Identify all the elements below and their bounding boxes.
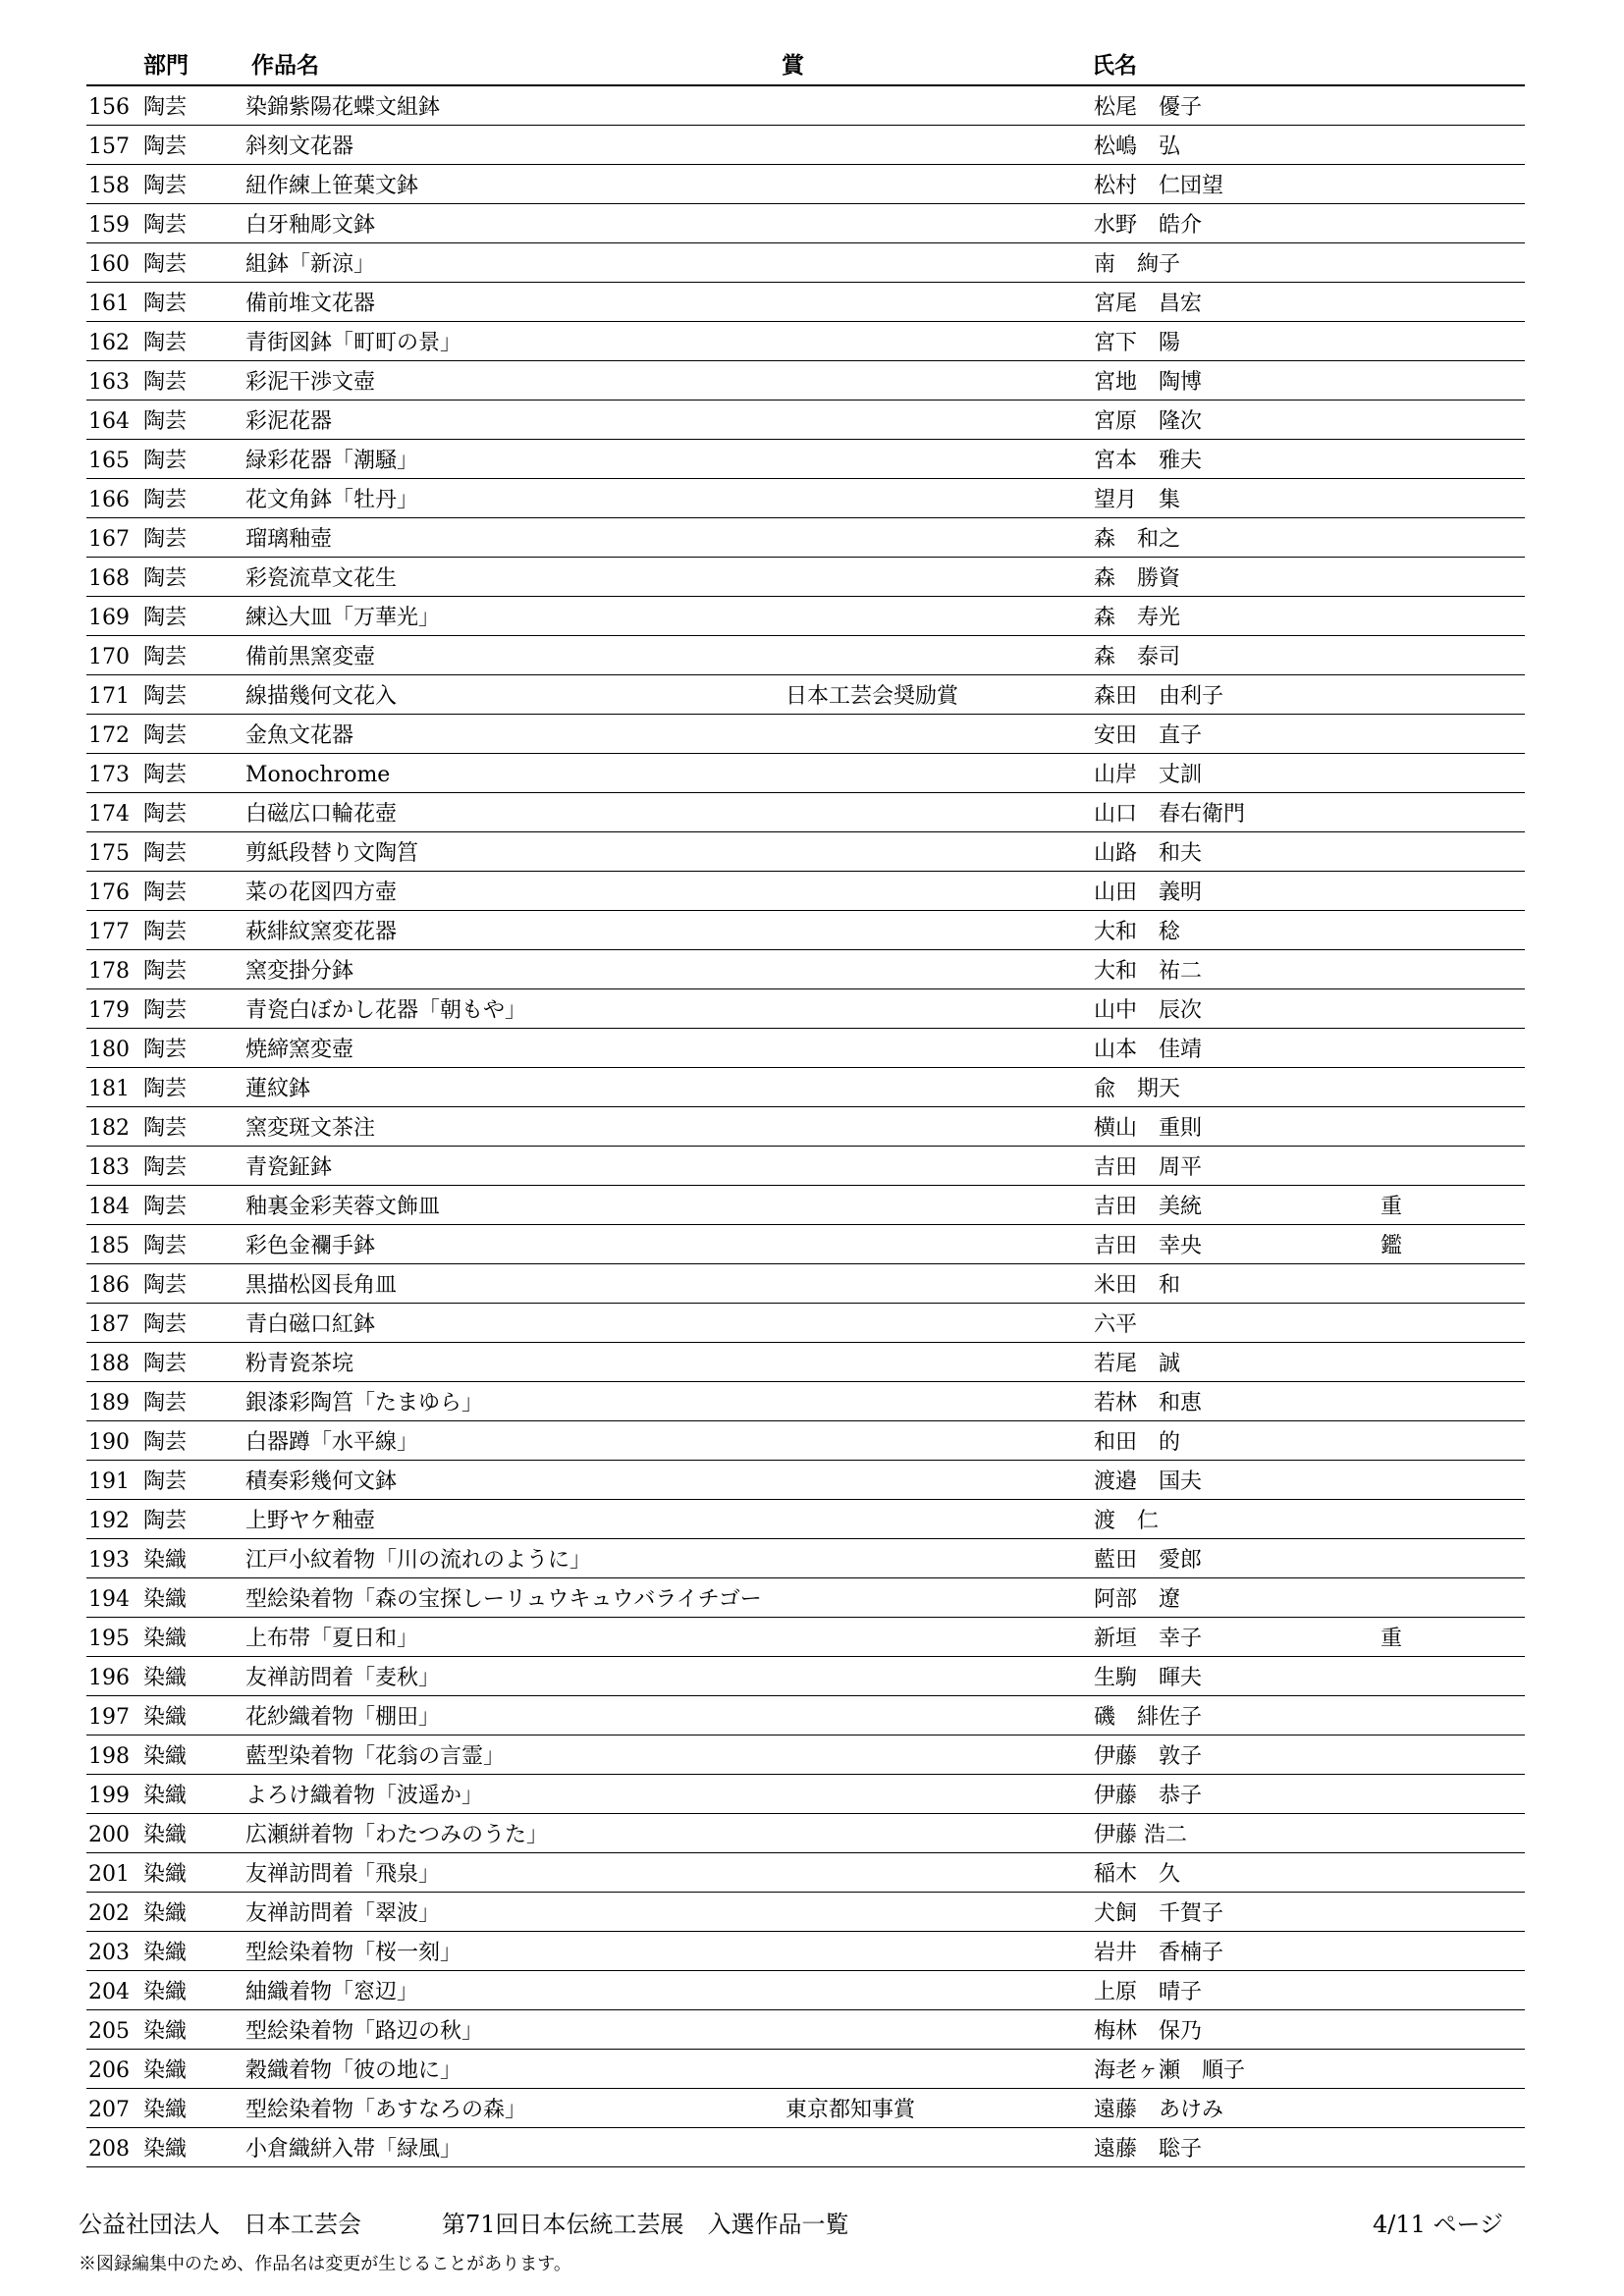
entry-title: 黒描松図長角皿 [245, 1273, 398, 1298]
entry-artist-name: 宮原 隆次 [1094, 409, 1203, 434]
entry-department: 陶芸 [143, 802, 188, 827]
entry-number: 195 [88, 1627, 130, 1651]
entry-department: 陶芸 [143, 684, 188, 709]
table-row [0, 1461, 1624, 1500]
entry-artist-name: 松尾 優子 [1094, 95, 1203, 120]
entry-artist-name: 藍田 愛郎 [1094, 1548, 1203, 1573]
entry-mark: 重 [1380, 1627, 1403, 1651]
entry-artist-name: 岩井 香楠子 [1094, 1941, 1224, 1965]
entry-title: 上野ヤケ釉壺 [245, 1509, 376, 1533]
entry-department: 陶芸 [143, 606, 188, 630]
entry-artist-name: 磯 緋佐子 [1094, 1705, 1203, 1730]
entry-artist-name: 梅林 保乃 [1094, 2019, 1203, 2044]
entry-artist-name: 山路 和夫 [1094, 841, 1203, 866]
entry-title: 型絵染着物「あすなろの森」 [245, 2098, 527, 2122]
entry-artist-name: 新垣 幸子 [1094, 1627, 1203, 1651]
entry-artist-name: 大和 祐二 [1094, 959, 1203, 984]
table-row [0, 361, 1624, 400]
table-row [0, 518, 1624, 558]
entry-department: 陶芸 [143, 959, 188, 984]
table-row [0, 1225, 1624, 1264]
entry-number: 202 [88, 1901, 130, 1926]
table-row [0, 1068, 1624, 1107]
entry-title: 友禅訪問着「飛泉」 [245, 1862, 441, 1887]
entry-department: 陶芸 [143, 213, 188, 238]
entry-department: 陶芸 [143, 920, 188, 944]
entry-title: 備前黒窯変壺 [245, 645, 376, 669]
entry-title: 積奏彩幾何文鉢 [245, 1469, 398, 1494]
entry-number: 205 [88, 2019, 130, 2044]
entry-department: 陶芸 [143, 998, 188, 1023]
entry-title: 白牙釉彫文鉢 [245, 213, 376, 238]
entry-department: 陶芸 [143, 331, 188, 355]
entry-number: 188 [88, 1352, 130, 1376]
entry-number: 207 [88, 2098, 130, 2122]
entry-department: 陶芸 [143, 95, 188, 120]
entry-title: 斜刻文花器 [245, 134, 354, 159]
entry-artist-name: 若林 和恵 [1094, 1391, 1203, 1415]
entry-number: 197 [88, 1705, 130, 1730]
table-row [0, 989, 1624, 1029]
entry-department: 陶芸 [143, 841, 188, 866]
entry-department: 陶芸 [143, 1469, 188, 1494]
entry-artist-name: 吉田 美統 [1094, 1195, 1203, 1219]
entry-title: 金魚文花器 [245, 723, 354, 748]
entry-title: 緑彩花器「潮騒」 [245, 449, 419, 473]
entry-number: 170 [88, 645, 130, 669]
entry-number: 156 [88, 95, 130, 120]
entry-number: 186 [88, 1273, 130, 1298]
entry-title: Monochrome [245, 763, 391, 787]
entry-title: よろけ織着物「波遥か」 [245, 1784, 484, 1808]
entry-number: 196 [88, 1666, 130, 1690]
table-row [0, 1618, 1624, 1657]
entry-artist-name: 若尾 誠 [1094, 1352, 1181, 1376]
entry-artist-name: 望月 集 [1094, 488, 1181, 512]
entry-department: 陶芸 [143, 409, 188, 434]
entry-artist-name: 海老ヶ瀬 順子 [1094, 2058, 1246, 2083]
table-row [0, 1421, 1624, 1461]
entry-number: 172 [88, 723, 130, 748]
entry-artist-name: 森 泰司 [1094, 645, 1181, 669]
entry-title: 藍型染着物「花翁の言霊」 [245, 1744, 506, 1769]
entry-artist-name: 宮尾 昌宏 [1094, 292, 1203, 316]
entry-department: 陶芸 [143, 1077, 188, 1101]
entry-title: 彩泥干渉文壺 [245, 370, 376, 395]
entry-artist-name: 遠藤 聡子 [1094, 2137, 1203, 2162]
entry-number: 161 [88, 292, 130, 316]
entry-artist-name: 大和 稔 [1094, 920, 1181, 944]
entry-title: 白器蹲「水平線」 [245, 1430, 419, 1455]
entry-department: 陶芸 [143, 174, 188, 198]
entry-department: 陶芸 [143, 1509, 188, 1533]
entry-number: 194 [88, 1587, 130, 1612]
entry-title: 備前堆文花器 [245, 292, 376, 316]
table-row [0, 793, 1624, 832]
entry-department: 陶芸 [143, 1391, 188, 1415]
footer-note: ※図録編集中のため、作品名は変更が生じることがあります。 [79, 2254, 571, 2274]
entry-number: 181 [88, 1077, 130, 1101]
entry-department: 染織 [143, 1744, 188, 1769]
entry-title: 青街図鉢「町町の景」 [245, 331, 462, 355]
entry-number: 178 [88, 959, 130, 984]
entry-title: 菜の花図四方壺 [245, 881, 398, 905]
entry-department: 陶芸 [143, 723, 188, 748]
entry-number: 167 [88, 527, 130, 552]
entry-number: 179 [88, 998, 130, 1023]
table-row [0, 1107, 1624, 1147]
entry-number: 206 [88, 2058, 130, 2083]
entry-artist-name: 上原 晴子 [1094, 1980, 1203, 2004]
entry-department: 染織 [143, 1548, 188, 1573]
entry-artist-name: 宮本 雅夫 [1094, 449, 1203, 473]
entry-number: 169 [88, 606, 130, 630]
entry-artist-name: 米田 和 [1094, 1273, 1181, 1298]
entry-number: 176 [88, 881, 130, 905]
table-row [0, 558, 1624, 597]
entry-title: 窯変掛分鉢 [245, 959, 354, 984]
table-row [0, 1264, 1624, 1304]
entry-number: 193 [88, 1548, 130, 1573]
entry-mark: 鑑 [1380, 1234, 1403, 1258]
entry-number: 162 [88, 331, 130, 355]
entry-artist-name: 水野 皓介 [1094, 213, 1203, 238]
entry-artist-name: 宮地 陶博 [1094, 370, 1203, 395]
entry-department: 染織 [143, 1784, 188, 1808]
table-row [0, 1657, 1624, 1696]
table-row [0, 165, 1624, 204]
entry-number: 168 [88, 566, 130, 591]
entry-artist-name: 森 和之 [1094, 527, 1181, 552]
footer [79, 2205, 1551, 2240]
entry-title: 型絵染着物「森の宝探しーリュウキュウバライチゴー [245, 1587, 762, 1612]
entry-number: 173 [88, 763, 130, 787]
table-row [0, 1893, 1624, 1932]
entry-department: 陶芸 [143, 527, 188, 552]
entry-title: 彩瓷流草文花生 [245, 566, 398, 591]
table-row [0, 1971, 1624, 2010]
entry-number: 177 [88, 920, 130, 944]
table-row [0, 1500, 1624, 1539]
table-row [0, 400, 1624, 440]
table-header [0, 43, 1624, 79]
entry-artist-name: 山口 春右衛門 [1094, 802, 1246, 827]
header-award: 賞 [782, 52, 804, 79]
table-row [0, 1578, 1624, 1618]
entry-department: 染織 [143, 2058, 188, 2083]
entry-title: 花紗織着物「棚田」 [245, 1705, 441, 1730]
entry-title: 蓮紋鉢 [245, 1077, 311, 1101]
entry-title: 線描幾何文花入 [245, 684, 398, 709]
entry-title: 染錦紫陽花蝶文組鉢 [245, 95, 441, 120]
header-name: 氏名 [1092, 52, 1137, 79]
entry-number: 157 [88, 134, 130, 159]
entry-title: 江戸小紋着物「川の流れのように」 [245, 1548, 592, 1573]
entry-title: 粉青瓷茶垸 [245, 1352, 354, 1376]
table-row [0, 204, 1624, 243]
entry-artist-name: 生駒 暉夫 [1094, 1666, 1203, 1690]
table-row [0, 440, 1624, 479]
table-row [0, 86, 1624, 126]
entry-department: 染織 [143, 1901, 188, 1926]
table-row [0, 1853, 1624, 1893]
entry-artist-name: 六平 [1094, 1312, 1138, 1337]
table-row [0, 243, 1624, 283]
entry-title: 型絵染着物「路辺の秋」 [245, 2019, 484, 2044]
entry-title: 窯変斑文茶注 [245, 1116, 376, 1141]
table-row [0, 2089, 1624, 2128]
header-title: 作品名 [251, 52, 319, 79]
entry-department: 陶芸 [143, 1273, 188, 1298]
entry-department: 染織 [143, 1941, 188, 1965]
entry-number: 183 [88, 1155, 130, 1180]
entry-department: 染織 [143, 2137, 188, 2162]
entry-number: 204 [88, 1980, 130, 2004]
entry-department: 染織 [143, 1823, 188, 1847]
table-row [0, 832, 1624, 872]
entry-department: 染織 [143, 1705, 188, 1730]
table-row [0, 1304, 1624, 1343]
entry-number: 163 [88, 370, 130, 395]
entry-artist-name: 松村 仁団望 [1094, 174, 1224, 198]
entry-department: 陶芸 [143, 1430, 188, 1455]
entry-title: 小倉織絣入帯「緑風」 [245, 2137, 462, 2162]
table-row [0, 2010, 1624, 2050]
entry-number: 160 [88, 252, 130, 277]
entry-number: 189 [88, 1391, 130, 1415]
entry-department: 染織 [143, 2098, 188, 2122]
header-dept: 部門 [143, 52, 189, 79]
entry-number: 208 [88, 2137, 130, 2162]
entry-department: 陶芸 [143, 645, 188, 669]
entry-artist-name: 吉田 幸央 [1094, 1234, 1203, 1258]
entry-department: 陶芸 [143, 566, 188, 591]
entry-number: 198 [88, 1744, 130, 1769]
entry-department: 染織 [143, 1587, 188, 1612]
entry-title: 花文角鉢「牡丹」 [245, 488, 419, 512]
entry-number: 185 [88, 1234, 130, 1258]
entry-artist-name: 伊藤 浩二 [1094, 1823, 1187, 1847]
table-row [0, 872, 1624, 911]
table-row [0, 1186, 1624, 1225]
entry-artist-name: 伊藤 敦子 [1094, 1744, 1203, 1769]
entry-number: 159 [88, 213, 130, 238]
entry-title: 釉裏金彩芙蓉文飾皿 [245, 1195, 441, 1219]
entry-title: 青瓷白ぼかし花器「朝もや」 [245, 998, 527, 1023]
table-row [0, 1029, 1624, 1068]
entry-number: 165 [88, 449, 130, 473]
table-row [0, 675, 1624, 715]
entry-number: 182 [88, 1116, 130, 1141]
footer-exhibition: 第71回日本伝統工芸展 入選作品一覧 [442, 2211, 849, 2238]
entry-artist-name: 和田 的 [1094, 1430, 1181, 1455]
entry-artist-name: 南 絢子 [1094, 252, 1181, 277]
table-row [0, 1343, 1624, 1382]
entry-department: 陶芸 [143, 881, 188, 905]
entry-department: 陶芸 [143, 1195, 188, 1219]
entry-artist-name: 兪 期天 [1094, 1077, 1181, 1101]
entries-table [0, 86, 1624, 2167]
entry-title: 銀漆彩陶筥「たまゆら」 [245, 1391, 484, 1415]
entry-number: 171 [88, 684, 130, 709]
table-row [0, 597, 1624, 636]
entry-number: 187 [88, 1312, 130, 1337]
entry-number: 201 [88, 1862, 130, 1887]
entry-department: 陶芸 [143, 134, 188, 159]
entry-number: 175 [88, 841, 130, 866]
table-row [0, 1775, 1624, 1814]
entry-number: 191 [88, 1469, 130, 1494]
entry-artist-name: 宮下 陽 [1094, 331, 1181, 355]
entry-artist-name: 山岸 丈訓 [1094, 763, 1203, 787]
entry-artist-name: 森 勝資 [1094, 566, 1181, 591]
entry-artist-name: 伊藤 恭子 [1094, 1784, 1203, 1808]
entry-number: 164 [88, 409, 130, 434]
entry-department: 染織 [143, 1627, 188, 1651]
table-row [0, 1814, 1624, 1853]
entry-title: 瑠璃釉壺 [245, 527, 333, 552]
entry-number: 174 [88, 802, 130, 827]
entry-department: 陶芸 [143, 449, 188, 473]
table-row [0, 283, 1624, 322]
entry-title: 白磁広口輪花壺 [245, 802, 398, 827]
entry-artist-name: 渡 仁 [1094, 1509, 1160, 1533]
table-row [0, 2050, 1624, 2089]
entry-artist-name: 阿部 遼 [1094, 1587, 1181, 1612]
entry-title: 萩緋紋窯変花器 [245, 920, 398, 944]
entry-department: 陶芸 [143, 763, 188, 787]
entry-department: 陶芸 [143, 370, 188, 395]
entry-department: 陶芸 [143, 1312, 188, 1337]
entry-number: 166 [88, 488, 130, 512]
entry-department: 染織 [143, 1980, 188, 2004]
entry-title: 彩色金襴手鉢 [245, 1234, 376, 1258]
table-row [0, 1696, 1624, 1735]
footer-page: 4/11 ページ [1373, 2211, 1504, 2238]
entry-department: 陶芸 [143, 1155, 188, 1180]
entry-title: 組鉢「新涼」 [245, 252, 376, 277]
table-row [0, 950, 1624, 989]
table-row [0, 126, 1624, 165]
entry-artist-name: 松嶋 弘 [1094, 134, 1181, 159]
entry-title: 型絵染着物「桜一刻」 [245, 1941, 462, 1965]
table-row [0, 636, 1624, 675]
entry-title: 青白磁口紅鉢 [245, 1312, 376, 1337]
table-row [0, 322, 1624, 361]
entry-department: 陶芸 [143, 292, 188, 316]
entry-title: 紐作練上笹葉文鉢 [245, 174, 419, 198]
table-row [0, 715, 1624, 754]
entry-artist-name: 山田 義明 [1094, 881, 1203, 905]
entry-title: 剪紙段替り文陶筥 [245, 841, 419, 866]
entry-number: 190 [88, 1430, 130, 1455]
entry-artist-name: 遠藤 あけみ [1094, 2098, 1224, 2122]
entry-artist-name: 稲木 久 [1094, 1862, 1181, 1887]
entry-department: 染織 [143, 2019, 188, 2044]
entry-title: 紬織着物「窓辺」 [245, 1980, 419, 2004]
entry-department: 陶芸 [143, 488, 188, 512]
entry-artist-name: 森 寿光 [1094, 606, 1181, 630]
entry-department: 染織 [143, 1862, 188, 1887]
entry-artist-name: 横山 重則 [1094, 1116, 1203, 1141]
entry-artist-name: 森田 由利子 [1094, 684, 1224, 709]
entry-number: 180 [88, 1038, 130, 1062]
entry-title: 広瀬絣着物「わたつみのうた」 [245, 1823, 549, 1847]
entry-department: 陶芸 [143, 1038, 188, 1062]
entry-artist-name: 吉田 周平 [1094, 1155, 1203, 1180]
entry-title: 友禅訪問着「麦秋」 [245, 1666, 441, 1690]
entry-department: 陶芸 [143, 1116, 188, 1141]
table-row [0, 1382, 1624, 1421]
entry-number: 192 [88, 1509, 130, 1533]
entry-department: 陶芸 [143, 1352, 188, 1376]
entry-title: 穀織着物「彼の地に」 [245, 2058, 462, 2083]
entry-number: 200 [88, 1823, 130, 1847]
entry-title: 友禅訪問着「翠波」 [245, 1901, 441, 1926]
table-row [0, 1932, 1624, 1971]
entry-mark: 重 [1380, 1195, 1403, 1219]
entry-title: 練込大皿「万華光」 [245, 606, 441, 630]
table-row [0, 1539, 1624, 1578]
entry-award: 日本工芸会奨励賞 [785, 684, 959, 709]
entry-number: 203 [88, 1941, 130, 1965]
entry-number: 158 [88, 174, 130, 198]
footer-org: 公益社団法人 日本工芸会 [79, 2211, 361, 2238]
entry-department: 陶芸 [143, 252, 188, 277]
entry-title: 上布帯「夏日和」 [245, 1627, 419, 1651]
entry-number: 184 [88, 1195, 130, 1219]
entry-artist-name: 山本 佳靖 [1094, 1038, 1203, 1062]
entry-artist-name: 犬飼 千賀子 [1094, 1901, 1224, 1926]
table-row [0, 1735, 1624, 1775]
table-row [0, 1147, 1624, 1186]
table-row [0, 911, 1624, 950]
entry-title: 焼締窯変壺 [245, 1038, 354, 1062]
table-row [0, 754, 1624, 793]
entry-title: 青瓷鉦鉢 [245, 1155, 333, 1180]
table-row [0, 479, 1624, 518]
entry-award: 東京都知事賞 [785, 2098, 916, 2122]
entry-department: 陶芸 [143, 1234, 188, 1258]
entry-artist-name: 山中 辰次 [1094, 998, 1203, 1023]
entry-number: 199 [88, 1784, 130, 1808]
table-row [0, 2128, 1624, 2167]
entry-artist-name: 渡邉 国夫 [1094, 1469, 1203, 1494]
entry-title: 彩泥花器 [245, 409, 333, 434]
entry-department: 染織 [143, 1666, 188, 1690]
entry-artist-name: 安田 直子 [1094, 723, 1203, 748]
